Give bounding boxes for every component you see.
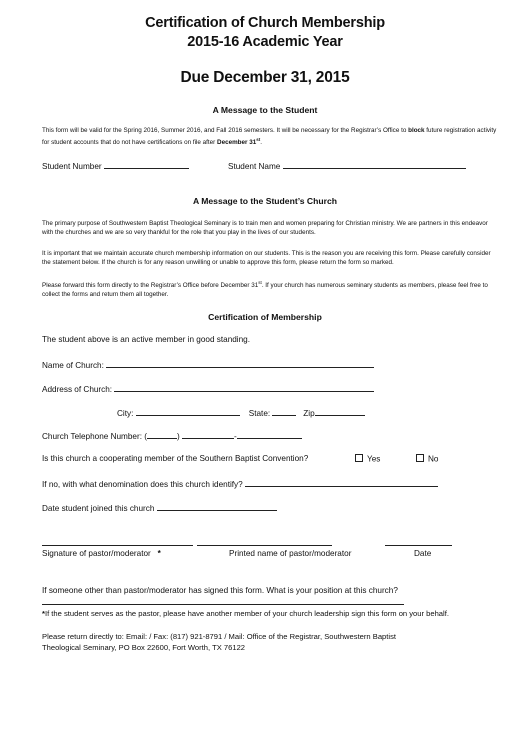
- student-name-label: Student Name: [228, 162, 281, 171]
- student-name-row: [228, 160, 466, 171]
- church-name-label: Name of Church:: [42, 361, 104, 370]
- student-number-field[interactable]: [104, 160, 189, 169]
- sbc-no-option[interactable]: No: [416, 454, 438, 464]
- pastor-note: *If the student serves as the pastor, please have another member of your church leadership sign this form on your behalf.: [42, 609, 449, 618]
- date-label: Date: [414, 549, 432, 558]
- church-address-field[interactable]: [114, 383, 374, 392]
- checkbox-icon[interactable]: [355, 454, 363, 462]
- phone-prefix-field[interactable]: [182, 430, 234, 439]
- due-date: Due December 31, 2015: [180, 69, 350, 86]
- city-state-zip-row: [117, 407, 365, 418]
- return-instructions-line-1: Please return directly to: Email: / Fax: (817) 921-8791 / Mail: Office of the Registrar, Southwestern Baptist: [42, 632, 396, 641]
- position-line[interactable]: [42, 604, 404, 605]
- student-number-row: [42, 160, 189, 171]
- phone-line-field[interactable]: [237, 430, 302, 439]
- sbc-question: Is this church a cooperating member of the Southern Baptist Convention?: [42, 454, 309, 463]
- zip-label: Zip: [303, 409, 315, 418]
- signature-label: Signature of pastor/moderator *: [42, 549, 161, 558]
- form-title: Certification of Church Membership: [145, 15, 385, 31]
- church-address-label: Address of Church:: [42, 385, 113, 394]
- date-line[interactable]: [385, 545, 452, 546]
- certification-heading: Certification of Membership: [208, 312, 322, 322]
- checkbox-icon[interactable]: [416, 454, 424, 462]
- phone-area-code-field[interactable]: [147, 430, 177, 439]
- church-message-heading: A Message to the Student’s Church: [192, 196, 338, 206]
- phone-row: Church Telephone Number: ( ) -: [42, 430, 302, 441]
- join-date-row: [42, 502, 277, 513]
- zip-field[interactable]: [315, 407, 365, 416]
- church-message-paragraph-2: It is important that we maintain accurate church membership information on our students. This is the reason you are receiving this form. Please carefully consider the statement below. If the church is for any reason unwilling or unable to approve this form, please return the form so marked.: [42, 250, 491, 266]
- join-date-label: Date student joined this church: [42, 504, 155, 513]
- sbc-yes-option[interactable]: Yes: [355, 454, 380, 464]
- join-date-field[interactable]: [157, 502, 277, 511]
- state-label: State:: [248, 409, 271, 418]
- phone-label: Church Telephone Number: (: [42, 432, 147, 441]
- church-address-row: [42, 383, 374, 394]
- printed-name-label: Printed name of pastor/moderator: [229, 549, 352, 558]
- denomination-field[interactable]: [245, 478, 438, 487]
- return-instructions-line-2: Theological Seminary, PO Box 22600, Fort Worth, TX 76122: [42, 643, 246, 652]
- state-field[interactable]: [272, 407, 296, 416]
- printed-name-line[interactable]: [197, 545, 332, 546]
- student-name-field[interactable]: [283, 160, 466, 169]
- academic-year: 2015-16 Academic Year: [187, 34, 343, 50]
- church-name-field[interactable]: [106, 359, 374, 368]
- membership-statement: The student above is an active member in good standing.: [42, 335, 250, 344]
- church-message-paragraph-1: The primary purpose of Southwestern Baptist Theological Seminary is to train men and women preparing for Christian ministry. We are partners in this endeavor with the churches and we are so very thankful for the role that you play in the lives of our students.: [42, 220, 488, 236]
- position-question: If someone other than pastor/moderator has signed this form. What is your position at this church?: [42, 586, 398, 595]
- church-name-row: [42, 359, 374, 370]
- city-field[interactable]: [136, 407, 240, 416]
- city-label: City:: [117, 409, 134, 418]
- denomination-question: If no, with what denomination does this church identify?: [42, 480, 243, 489]
- denomination-row: [42, 478, 438, 489]
- student-message-paragraph: This form will be valid for the Spring 2016, Summer 2016, and Fall 2016 semesters. It will be necessary for the Registrar’s Office to block future registration activity for student accounts that do not have certifications on file after December 31st.: [42, 127, 497, 147]
- signature-line[interactable]: [42, 545, 193, 546]
- student-number-label: Student Number: [42, 162, 102, 171]
- student-message-heading: A Message to the Student: [212, 105, 318, 115]
- church-message-paragraph-3: Please forward this form directly to the Registrar’s Office before December 31st. If your church has numerous seminary students as members, please feel free to collect the forms and return them all together.: [42, 280, 488, 299]
